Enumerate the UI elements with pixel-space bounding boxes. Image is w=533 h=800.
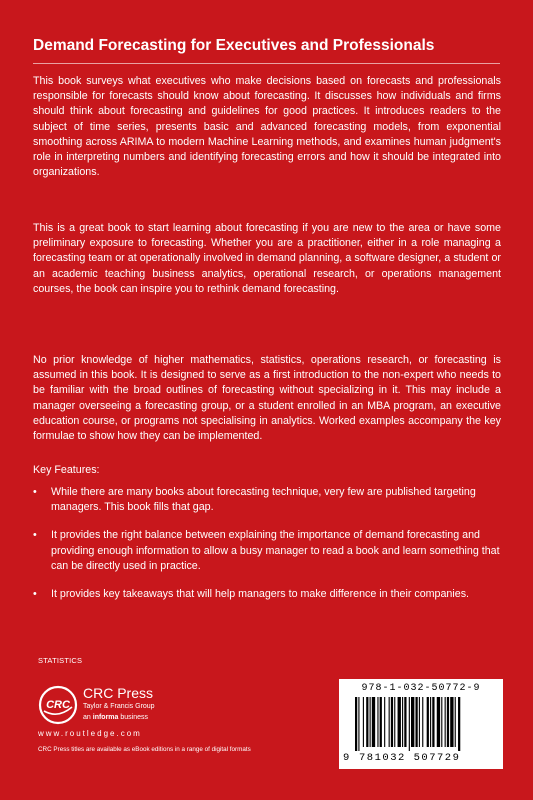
barcode-bar	[450, 697, 453, 747]
key-features-heading: Key Features:	[33, 464, 100, 476]
isbn-lead-digit: 9	[343, 752, 350, 764]
description-paragraph-3: No prior knowledge of higher mathematics, statistics, operations research, or forecasting is assumed in this book. It is designed to serve as a first introduction to the non-expert who needs to be familiar with the broad outlines of forecasting without specializing in it. This may include a manager overseeing a forecasting group, or a student enrolled in an MBA program, an executive education course, or programs not specialising in analytics. Worked examples accompany the key formulae to show how they can be implemented.	[33, 354, 501, 443]
publisher-website: www.routledge.com	[38, 729, 142, 738]
barcode-bar	[437, 697, 440, 747]
key-feature-text: While there are many books about forecasting technique, very few are published targeting managers. This book fills that gap.	[51, 486, 476, 514]
crc-press-logo-icon	[38, 685, 78, 725]
bullet-icon: •	[33, 529, 37, 542]
description-paragraph-2: This is a great book to start learning about forecasting if you are new to the area or have some preliminary exposure to forecasting. Whether you are a practitioner, either in a role managing a forecasting team or at operationally involved in demand planning, a software designer, a student or an academic teaching business analytics, operational research, or operations management courses, the book can inspire you to rethink demand forecasting.	[33, 222, 501, 295]
barcode-bar	[427, 697, 429, 747]
page-title: Demand Forecasting for Executives and Professionals	[33, 37, 435, 54]
barcode-bar	[441, 697, 442, 747]
barcode-bar	[372, 697, 375, 747]
barcode-bar	[419, 697, 420, 747]
barcode-bar	[455, 697, 456, 747]
barcode-bar	[404, 697, 406, 747]
description-paragraph-1: This book surveys what executives who make decisions based on forecasts and professionals responsible for forecasts should know about forecasting. It discusses how individuals and firms should think about forecasting and guidelines for good practices. It introduces readers to the subject of time series, presents basic and advanced forecasting models, from exponential smoothing across ARIMA to modern Machine Learning methods, and examines human judgment's role in interpreting numbers and identifying forecasting errors and how it should be integrated into organizations.	[33, 75, 501, 179]
key-feature-text: It provides the right balance between explaining the importance of demand forecasting and providing enough information to allow a busy manager to read a book and learn something that can be directly used in practice.	[51, 529, 500, 572]
barcode-bar	[458, 697, 460, 751]
barcode-bar	[380, 697, 382, 747]
business-suffix: business	[120, 714, 149, 721]
list-item	[33, 587, 503, 602]
logo-text: CRC	[46, 699, 70, 711]
list-item	[33, 485, 503, 515]
isbn-digit-groups: 781032 507729	[359, 752, 461, 764]
barcode-bar	[430, 697, 431, 747]
barcode-bar	[358, 697, 359, 751]
barcode-bar	[355, 697, 357, 751]
barcode-bar	[447, 697, 449, 747]
barcode-bar	[384, 697, 385, 747]
isbn-barcode	[339, 679, 503, 769]
list-item	[33, 528, 503, 574]
barcode-bar	[389, 697, 390, 747]
business-brand: informa	[92, 714, 119, 721]
key-features-list	[33, 485, 503, 615]
barcode-bar	[391, 697, 393, 747]
bullet-icon: •	[33, 486, 37, 498]
bullet-icon: •	[33, 588, 37, 601]
barcode-bar	[363, 697, 364, 747]
title-divider	[33, 63, 500, 64]
publisher-name: CRC Press	[83, 685, 154, 701]
barcode-bar	[402, 697, 403, 747]
publisher-business	[83, 713, 148, 722]
key-feature-text: It provides key takeaways that will help managers to make difference in their companies.	[51, 588, 470, 601]
barcode-bars	[355, 697, 491, 751]
isbn-text: 978-1-032-50772-9	[361, 683, 481, 694]
barcode-bar	[432, 697, 434, 747]
barcode-bar	[409, 697, 410, 751]
business-prefix: an	[83, 714, 91, 721]
subject-category: STATISTICS	[38, 656, 83, 665]
barcode-bar	[415, 697, 417, 747]
barcode-bar	[370, 697, 371, 747]
barcode-bar	[366, 697, 368, 747]
barcode-bar	[398, 697, 401, 747]
ebook-note: CRC Press titles are available as eBook editions in a range of digital formats	[38, 746, 251, 753]
publisher-group: Taylor & Francis Group	[83, 703, 155, 710]
barcode-bar	[445, 697, 446, 747]
barcode-bar	[377, 697, 378, 747]
barcode-bar	[411, 697, 414, 747]
barcode-bar	[422, 697, 423, 747]
barcode-bar	[394, 697, 395, 747]
